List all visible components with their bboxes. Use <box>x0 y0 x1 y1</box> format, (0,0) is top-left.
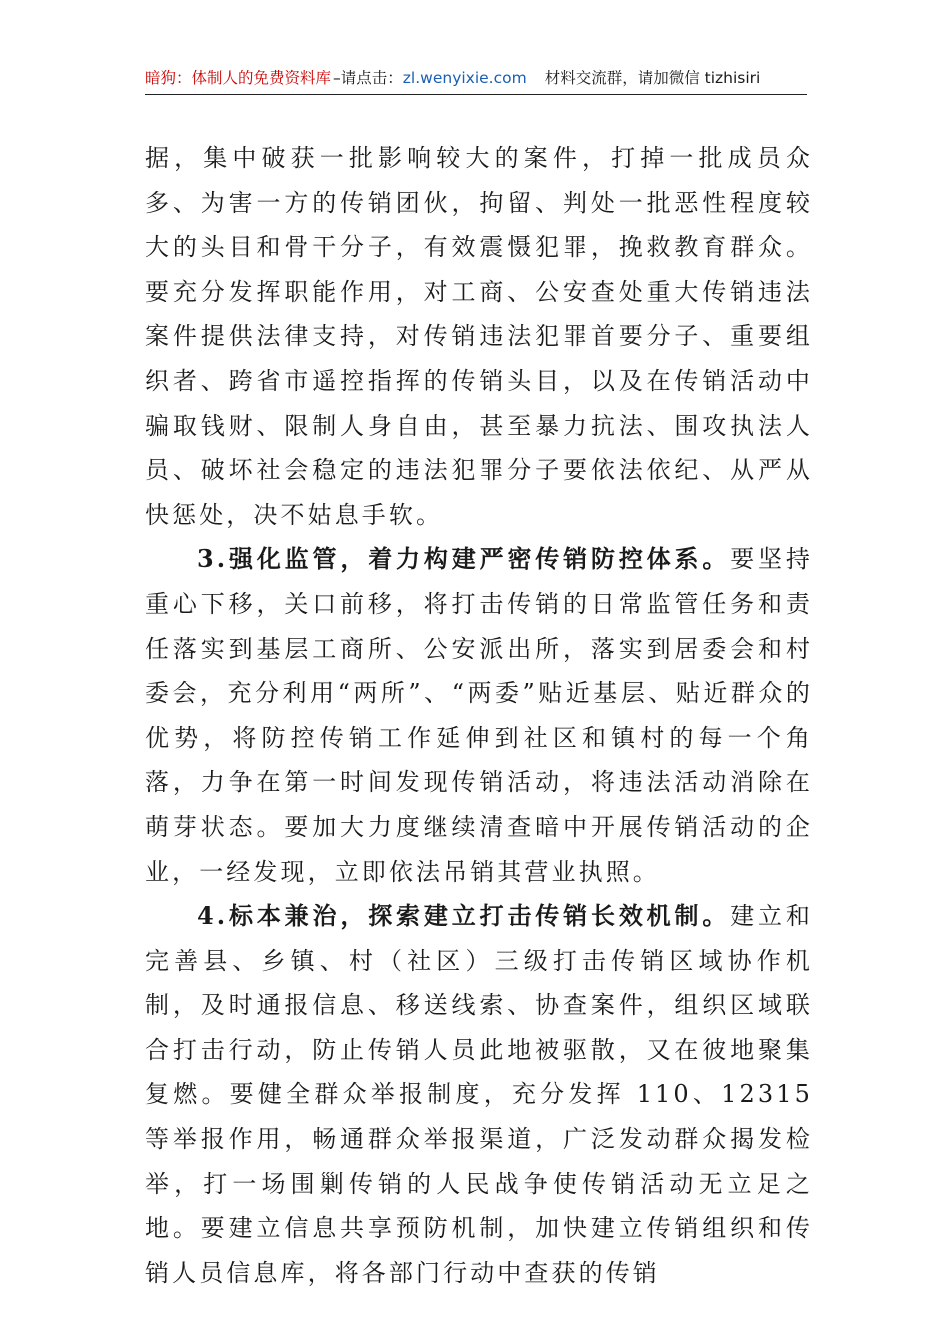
section-heading: 4.标本兼治，探索建立打击传销长效机制。 <box>197 901 731 931</box>
paragraph-text: 建立和完善县、乡镇、村（社区）三级打击传销区域协作机制，及时通报信息、移送线索、协查案件，组织区域联合打击行动，防止传销人员此地被驱散，又在彼地聚集复燃。要健全群众举报制度，充分发挥 110、12315 等举报作用，畅通群众举报渠道，广泛发动群众揭发检举，打一场围剿传销的人民战争使传销活动无立足之地。要建立信息共享预防机制，加快建立传销组织和传销人员信息库，将各部门行动中查获的传销 <box>145 902 813 1287</box>
paragraph-text: 要坚持重心下移，关口前移，将打击传销的日常监管任务和责任落实到基层工商所、公安派出所，落实到居委会和村委会，充分利用“两所”、“两委”贴近基层、贴近群众的优势，将防控传销工作延伸到社区和镇村的每一个角落，力争在第一时间发现传销活动，将违法活动消除在萌芽状态。要加大力度继续清查暗中开展传销活动的企业，一经发现，立即依法吊销其营业执照。 <box>145 545 813 886</box>
paragraph-continuation <box>145 136 813 537</box>
section-heading: 3.强化监管，着力构建严密传销防控体系。 <box>197 544 731 574</box>
header-link[interactable]: zl.wenyixie.com <box>402 69 527 87</box>
header-group-note: 材料交流群，请加微信 tizhisiri <box>544 69 761 87</box>
page-header <box>145 62 807 95</box>
paragraph-text: 据，集中破获一批影响较大的案件，打掉一批成员众多、为害一方的传销团伙，拘留、判处一批恶性程度较大的头目和骨干分子，有效震慑犯罪，挽救教育群众。要充分发挥职能作用，对工商、公安查处重大传销违法案件提供法律支持，对传销违法犯罪首要分子、重要组织者、跨省市遥控指挥的传销头目，以及在传销活动中骗取钱财、限制人身自由，甚至暴力抗法、围攻执法人员、破坏社会稳定的违法犯罪分子要依法依纪、从严从快惩处，决不姑息手软。 <box>145 144 813 529</box>
paragraph-section-4 <box>145 894 813 1295</box>
paragraph-section-3 <box>145 537 813 894</box>
document-body <box>145 136 813 1295</box>
header-prefix: –请点击： <box>333 69 403 87</box>
header-brand: 暗狗：体制人的免费资料库 <box>145 69 332 87</box>
